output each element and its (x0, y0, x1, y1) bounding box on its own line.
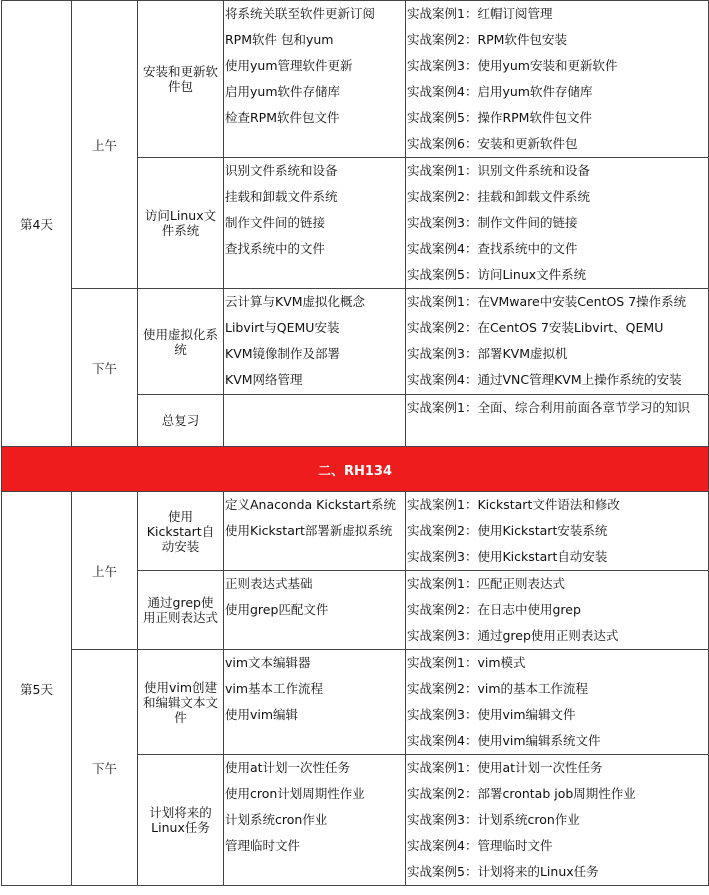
case-line: 实战案例3：使用vim编辑文件 (407, 707, 576, 722)
case-line: 实战案例4：使用vim编辑系统文件 (407, 733, 601, 748)
case-line: 实战案例3：通过grep使用正则表达式 (407, 628, 619, 643)
case-line: 实战案例2：使用Kickstart安装系统 (407, 523, 608, 538)
content-line: 使用cron计划周期性作业 (225, 786, 365, 801)
period-label: 上午 (72, 492, 138, 650)
content-line: 制作文件间的链接 (225, 215, 326, 230)
content-line: KVM镜像制作及部署 (225, 346, 341, 361)
topic-content (224, 1, 406, 158)
topic-title: 访问Linux文件系统 (138, 158, 224, 289)
topic-title: 安装和更新软件包 (138, 1, 224, 158)
topic-title: 使用vim创建和编辑文本文件 (138, 650, 224, 755)
content-line: 云计算与KVM虚拟化概念 (225, 294, 366, 309)
case-line: 实战案例3：使用Kickstart自动安装 (407, 549, 608, 564)
section-header-row (2, 447, 709, 492)
topic-cases (406, 289, 709, 395)
topic-title: 使用Kickstart自动安装 (138, 492, 224, 571)
content-line: 计划系统cron作业 (225, 812, 328, 827)
topic-title: 通过grep使用正则表达式 (138, 571, 224, 650)
topic-content (224, 289, 406, 395)
case-line: 实战案例1：全面、综合利用前面各章节学习的知识 (407, 400, 690, 415)
case-line: 实战案例4：查找系统中的文件 (407, 241, 578, 256)
case-line: 实战案例2：部署crontab job周期性作业 (407, 786, 636, 801)
topic-content (224, 571, 406, 650)
content-line: 使用grep匹配文件 (225, 602, 329, 617)
topic-cases (406, 158, 709, 289)
content-line: vim文本编辑器 (225, 655, 311, 670)
content-line: RPM软件 包和yum (225, 32, 334, 47)
content-line: 启用yum软件存储库 (225, 84, 340, 99)
case-line: 实战案例3：使用yum安装和更新软件 (407, 58, 618, 73)
case-line: 实战案例1：vim模式 (407, 655, 526, 670)
table-row (2, 650, 709, 755)
topic-cases (406, 755, 709, 886)
case-line: 实战案例2：在CentOS 7安装Libvirt、QEMU (407, 320, 664, 335)
case-line: 实战案例1：红帽订阅管理 (407, 6, 553, 21)
day-label: 第4天 (2, 1, 72, 447)
case-line: 实战案例6：安装和更新软件包 (407, 136, 578, 151)
content-line: 管理临时文件 (225, 838, 301, 853)
content-line: 定义Anaconda Kickstart系统 (225, 497, 397, 512)
case-line: 实战案例4：启用yum软件存储库 (407, 84, 593, 99)
topic-title: 计划将来的Linux任务 (138, 755, 224, 886)
period-label: 下午 (72, 650, 138, 886)
case-line: 实战案例4：管理临时文件 (407, 838, 553, 853)
topic-content (224, 650, 406, 755)
topic-title: 使用虚拟化系统 (138, 289, 224, 395)
case-line: 实战案例2：在日志中使用grep (407, 602, 581, 617)
content-line: 挂载和卸载文件系统 (225, 189, 338, 204)
case-line: 实战案例5：访问Linux文件系统 (407, 267, 587, 282)
content-line: 正则表达式基础 (225, 576, 313, 591)
topic-content (224, 755, 406, 886)
content-line: 使用Kickstart部署新虚拟系统 (225, 523, 393, 538)
topic-cases (406, 571, 709, 650)
topic-content (224, 492, 406, 571)
content-line: Libvirt与QEMU安装 (225, 320, 340, 335)
content-line: 使用vim编辑 (225, 707, 299, 722)
content-line: 识别文件系统和设备 (225, 163, 338, 178)
case-line: 实战案例2：vim的基本工作流程 (407, 681, 589, 696)
topic-cases (406, 650, 709, 755)
case-line: 实战案例5：计划将来的Linux任务 (407, 864, 599, 879)
case-line: 实战案例1：在VMware中安装CentOS 7操作系统 (407, 294, 687, 309)
content-line: 查找系统中的文件 (225, 241, 326, 256)
content-line: 将系统关联至软件更新订阅 (225, 6, 376, 21)
topic-title: 总复习 (138, 395, 224, 447)
period-label: 下午 (72, 289, 138, 447)
content-line: KVM网络管理 (225, 372, 303, 387)
case-line: 实战案例4：通过VNC管理KVM上操作系统的安装 (407, 372, 682, 387)
content-line: vim基本工作流程 (225, 681, 324, 696)
case-line: 实战案例1：使用at计划一次性任务 (407, 760, 603, 775)
period-label: 上午 (72, 1, 138, 289)
case-line: 实战案例3：计划系统cron作业 (407, 812, 580, 827)
course-schedule-table (1, 0, 709, 886)
topic-cases (406, 395, 709, 447)
case-line: 实战案例1：Kickstart文件语法和修改 (407, 497, 620, 512)
case-line: 实战案例3：制作文件间的链接 (407, 215, 578, 230)
table-row (2, 1, 709, 158)
case-line: 实战案例1：匹配正则表达式 (407, 576, 565, 591)
table-row (2, 289, 709, 395)
table-row (2, 492, 709, 571)
content-line: 检查RPM软件包文件 (225, 110, 340, 125)
day-label: 第5天 (2, 492, 72, 886)
topic-content-empty (224, 395, 406, 447)
case-line: 实战案例3：部署KVM虚拟机 (407, 346, 568, 361)
case-line: 实战案例5：操作RPM软件包文件 (407, 110, 592, 125)
case-line: 实战案例2：RPM软件包安装 (407, 32, 567, 47)
section-header: 二、RH134 (2, 447, 709, 492)
topic-content (224, 158, 406, 289)
topic-cases (406, 1, 709, 158)
topic-cases (406, 492, 709, 571)
case-line: 实战案例2：挂载和卸载文件系统 (407, 189, 590, 204)
content-line: 使用at计划一次性任务 (225, 760, 351, 775)
content-line: 使用yum管理软件更新 (225, 58, 353, 73)
case-line: 实战案例1：识别文件系统和设备 (407, 163, 590, 178)
